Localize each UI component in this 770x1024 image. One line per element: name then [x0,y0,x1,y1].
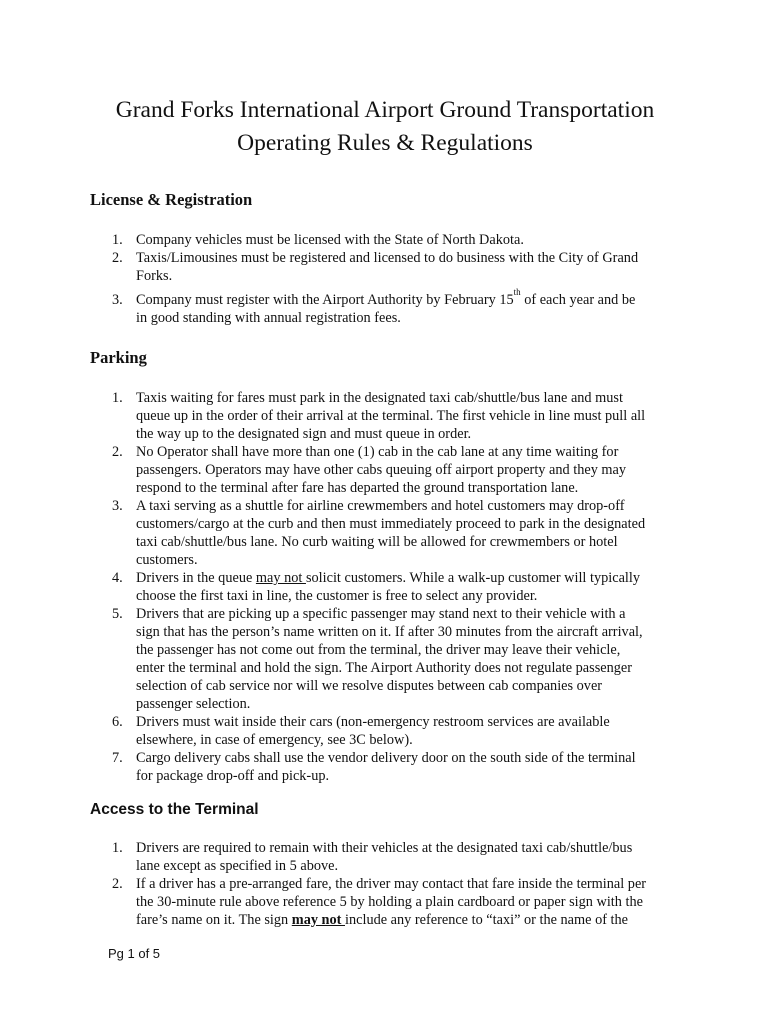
item-number: 6. [112,714,123,730]
item-text: Taxis waiting for fares must park in the designated taxi cab/shuttle/bus lane and must [136,390,623,406]
item-text: customers/cargo at the curb and then must immediately proceed to park in the designated [136,516,646,532]
item-number: 5. [112,606,123,622]
list-item [100,839,690,875]
item-text: Drivers must wait inside their cars (non-emergency restroom services are available [136,714,610,730]
item-number: 1. [112,232,123,248]
item-number: 2. [112,250,123,266]
item-text: for package drop-off and pick-up. [136,768,330,784]
license-registration-list [100,231,690,327]
ordinal-suffix: th [513,287,521,297]
list-item [100,875,690,929]
item-text: Company vehicles must be licensed with the State of North Dakota. [136,232,524,248]
item-text: in good standing with annual registration fees. [136,310,401,326]
item-text: customers. [136,552,198,568]
item-text: the way up to the designated sign and must queue in order. [136,426,472,442]
parking-list [100,389,690,785]
item-text: elsewhere, in case of emergency, see 3C below). [136,732,413,748]
list-item [100,713,690,749]
item-text: enter the terminal and hold the sign. The Airport Authority does not regulate passenger [136,660,633,676]
item-text: Drivers that are picking up a specific passenger may stand next to their vehicle with a [136,606,626,622]
item-text: the 30-minute rule above reference 5 by holding a plain cardboard or paper sign with the [136,894,643,910]
item-text: fare’s name on it. The sign may not include any reference to “taxi” or the name of the [136,912,629,928]
item-text: taxi cab/shuttle/bus lane. No curb waiting will be allowed for crewmembers or hotel [136,534,618,550]
emphasis-underline: may not [255,570,306,586]
item-number: 1. [112,390,123,406]
item-number: 2. [112,876,123,892]
item-number: 4. [112,570,123,586]
item-number: 7. [112,750,123,766]
item-number: 2. [112,444,123,460]
document-title-line-1: Grand Forks International Airport Ground Transportation [115,97,655,123]
item-text: passenger selection. [136,696,251,712]
parking-heading: Parking [90,348,147,367]
item-text: If a driver has a pre-arranged fare, the driver may contact that fare inside the terminal per [136,876,647,892]
list-item [100,749,690,785]
item-text: respond to the terminal after fare has departed the ground transportation lane. [136,480,579,496]
item-text: passengers. Operators may have other cabs queuing off airport property and they may [136,462,627,478]
emphasis-bold-underline: may not [291,912,345,928]
item-text: lane except as specified in 5 above. [136,858,339,874]
item-text: Drivers in the queue may not solicit customers. While a walk-up customer will typically [136,570,641,586]
page-number: Pg 1 of 5 [108,946,161,961]
item-number: 3. [112,292,123,308]
item-text: Forks. [136,268,173,284]
access-terminal-list [100,839,690,929]
list-item [100,497,690,569]
list-item [100,443,690,497]
item-text: A taxi serving as a shuttle for airline crewmembers and hotel customers may drop-off [136,498,625,514]
item-number: 3. [112,498,123,514]
list-item [100,231,690,249]
document-title-line-2: Operating Rules & Regulations [237,130,533,156]
item-text: Company must register with the Airport Authority by February 15th of each year and be [136,287,636,308]
item-number: 1. [112,840,123,856]
item-text: the passenger has not come out from the terminal, the driver may leave their vehicle, [136,642,621,658]
access-terminal-heading: Access to the Terminal [90,801,259,818]
item-text: Drivers are required to remain with their vehicles at the designated taxi cab/shuttle/bus [136,840,633,856]
item-text: queue up in the order of their arrival at the terminal. The first vehicle in line must pull all [136,408,646,424]
item-text: choose the first taxi in line, the customer is free to select any provider. [136,588,538,604]
list-item [100,389,690,443]
item-text: Taxis/Limousines must be registered and licensed to do business with the City of Grand [136,250,639,266]
item-text: Cargo delivery cabs shall use the vendor delivery door on the south side of the terminal [136,750,636,766]
license-registration-heading: License & Registration [90,190,253,209]
item-text: No Operator shall have more than one (1) cab in the cab lane at any time waiting for [136,444,619,460]
item-text: sign that has the person’s name written on it. If after 30 minutes from the aircraft arrival, [136,624,643,640]
list-item [100,287,690,327]
list-item [100,569,690,605]
list-item [100,605,690,713]
list-item [100,249,690,285]
item-text: selection of cab service nor will we resolve disputes between cab companies over [136,678,603,694]
